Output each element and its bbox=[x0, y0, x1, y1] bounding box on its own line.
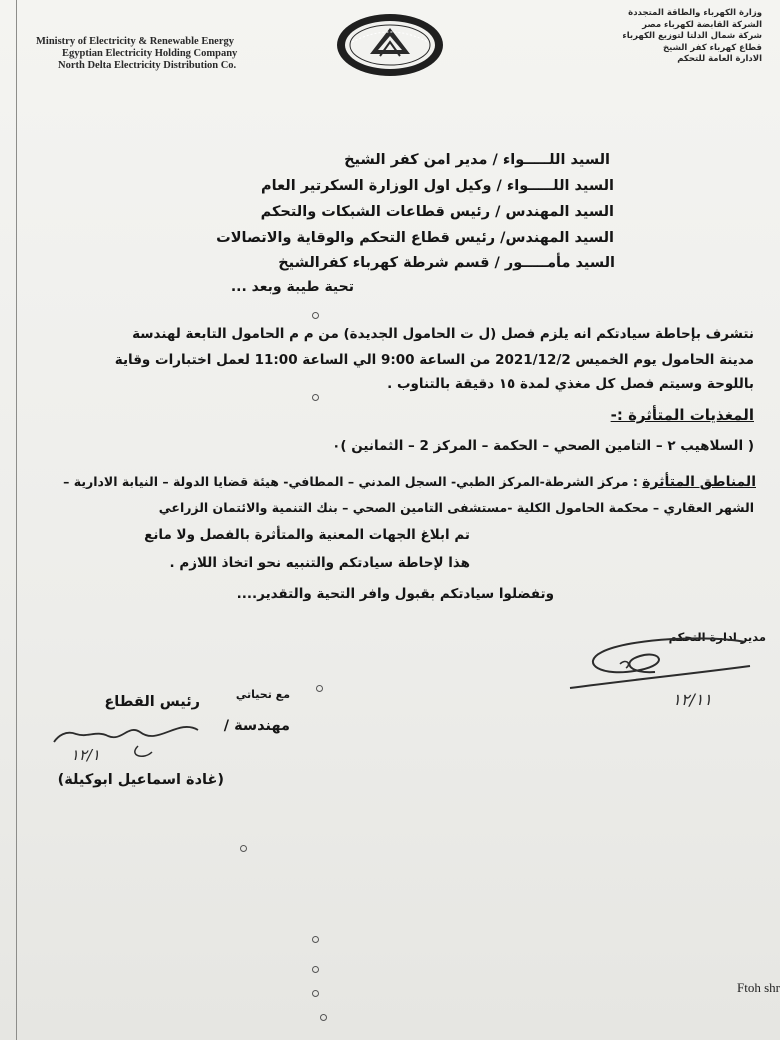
addressee-line: السيد اللـــــواء / وكيل اول الوزارة السكرتير العام bbox=[261, 178, 614, 194]
addressee-line: السيد المهندس / رئيس قطاعات الشبكات والتحكم bbox=[260, 204, 614, 220]
letterhead-ar-line: قطاع كهرباء كفر الشيخ bbox=[663, 42, 762, 53]
engineer-label: مهندسة / bbox=[223, 718, 290, 734]
punch-dot bbox=[312, 936, 319, 943]
letterhead-en-line: North Delta Electricity Distribution Co. bbox=[58, 60, 237, 71]
sector-head-title: رئيس القطاع bbox=[104, 694, 200, 710]
letterhead-en-line: Ministry of Electricity & Renewable Energy bbox=[36, 36, 234, 47]
punch-dot bbox=[316, 685, 323, 692]
areas-continued: الشهر العقاري – محكمة الحامول الكلية -مستشفى التامين الصحي – بنك التنمية والائتمان الزراعي bbox=[158, 500, 754, 515]
notice-line: تم ابلاغ الجهات المعنية والمتأثرة بالفصل ولا مانع bbox=[144, 527, 470, 543]
page-edge-line bbox=[16, 0, 17, 1040]
body-line: مدينة الحامول يوم الخميس 2021/12/2 من الساعة 9:00 الي الساعة 11:00 لعمل اختبارات وقاية bbox=[114, 352, 754, 368]
regards-text: مع تحياتي bbox=[235, 688, 290, 701]
punch-dot bbox=[312, 990, 319, 997]
letterhead-ar-line: وزارة الكهرباء والطاقة المتجددة bbox=[628, 8, 762, 18]
sector-signature-date: ١٢/١ bbox=[70, 746, 100, 764]
greeting: تحية طيبة وبعد ... bbox=[230, 279, 354, 295]
letterhead-ar-line: الشركة القابضة لكهرباء مصر bbox=[642, 19, 762, 30]
affected-areas-line bbox=[63, 474, 756, 490]
company-logo bbox=[334, 12, 446, 78]
addressee-line: السيد اللـــــواء / مدير امن كفر الشيخ bbox=[344, 152, 610, 168]
punch-dot bbox=[320, 1014, 327, 1021]
punch-dot bbox=[312, 394, 319, 401]
feeders-list: ( السلاهيب ٢ – التامين الصحي – الحكمة – المركز 2 – الثمانين )۰ bbox=[332, 438, 754, 454]
addressee-line: السيد مأمـــــور / قسم شرطة كهرباء كفرالشيخ bbox=[278, 255, 615, 271]
addressee-line: السيد المهندس/ رئيس قطاع التحكم والوقاية والاتصالات bbox=[216, 230, 614, 246]
manager-title: مدير ادارة التحكم bbox=[668, 630, 766, 644]
sector-head-name: (غادة اسماعيل ابوكيلة) bbox=[57, 772, 224, 788]
notice-line: هذا لإحاطة سيادتكم والتنبيه نحو اتخاذ اللازم . bbox=[169, 555, 470, 571]
letterhead-ar-line: شركة شمال الدلتا لتوزيع الكهرباء bbox=[622, 31, 762, 42]
areas-text: : مركز الشرطة-المركز الطبي- السجل المدني – المطافي- هيئة قضايا الدولة – النيابة الادارية – bbox=[63, 474, 638, 489]
letterhead-ar-line: الادارة العامة للتحكم bbox=[677, 54, 762, 65]
feeders-heading: المغذيات المتأثرة :- bbox=[610, 406, 754, 424]
body-line: نتشرف بإحاطة سيادتكم انه يلزم فصل (ل ت الحامول الجديدة) من م م الحامول التابعة لهندسة bbox=[132, 326, 754, 342]
manager-signature bbox=[560, 630, 760, 710]
letterhead-en-line: Egyptian Electricity Holding Company bbox=[62, 48, 238, 59]
closing-line: وتفضلوا سيادتكم بقبول وافر التحية والتقدير.... bbox=[236, 586, 554, 602]
punch-dot bbox=[312, 312, 319, 319]
punch-dot bbox=[312, 966, 319, 973]
punch-dot bbox=[240, 845, 247, 852]
letterhead-english bbox=[36, 36, 286, 72]
footer-text: Ftoh shr bbox=[737, 980, 780, 995]
body-line: باللوحة وسيتم فصل كل مغذي لمدة ١٥ دقيقة بالتناوب . bbox=[387, 376, 754, 392]
manager-signature-date: ١٢/١١ bbox=[672, 690, 712, 709]
areas-heading: المناطق المتأثرة bbox=[642, 474, 756, 490]
letterhead-arabic bbox=[562, 8, 762, 66]
